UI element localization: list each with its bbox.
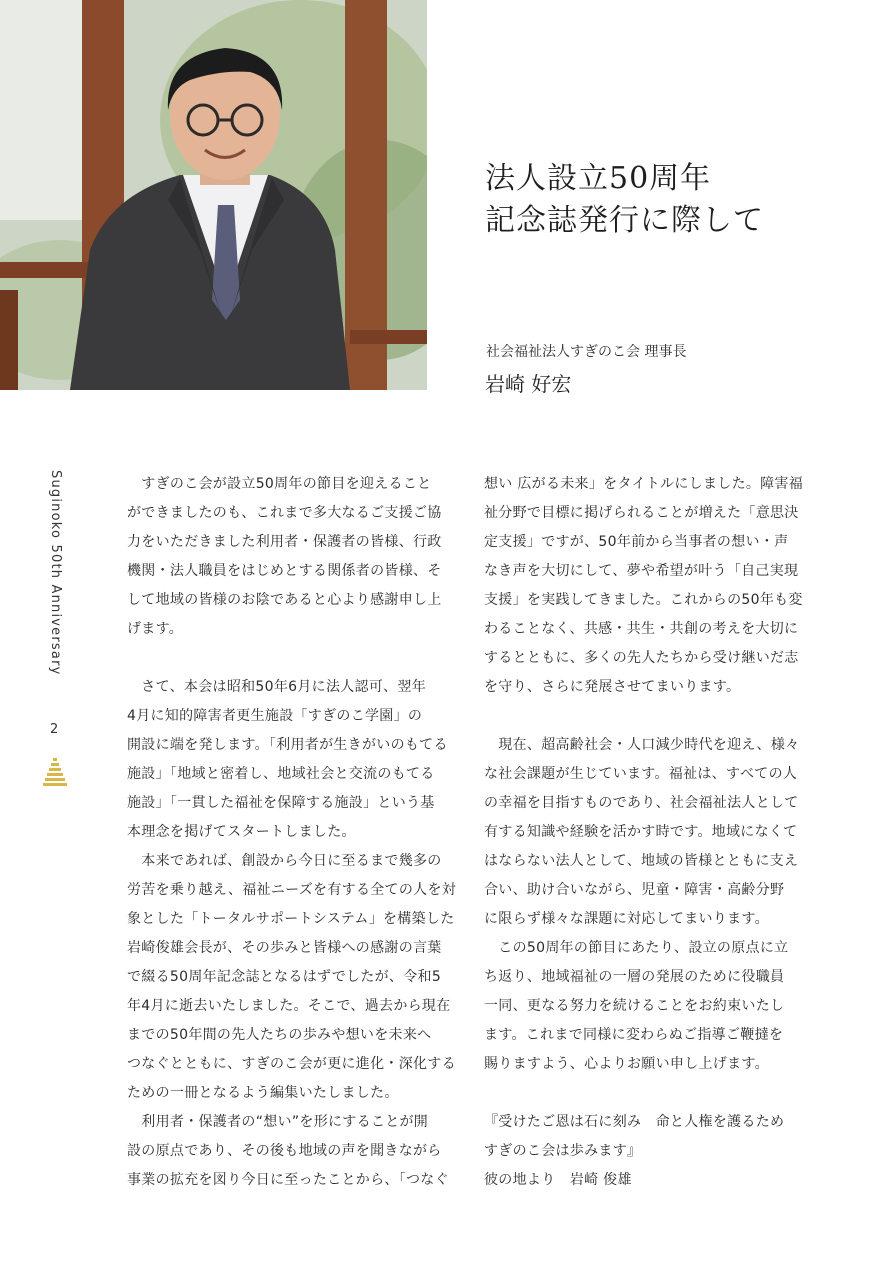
body-text-line: 賜りますよう、心よりお願い申し上げます。 xyxy=(484,1056,769,1072)
title-line-1: 法人設立50周年 xyxy=(485,161,712,196)
body-text-line: 彼の地より 岩崎 俊雄 xyxy=(484,1172,632,1188)
body-text-line: の幸福を目指すものであり、社会福祉法人として xyxy=(484,795,799,811)
paragraph-gap xyxy=(127,644,439,673)
body-text-line: 機関・法人職員をはじめとする関係者の皆様、そ xyxy=(127,563,442,579)
article-title xyxy=(485,158,764,242)
side-running-header xyxy=(45,470,65,700)
body-text-line: はならない法人として、地域の皆様とともに支え xyxy=(484,853,799,869)
body-column-right xyxy=(484,470,804,1195)
body-text-line: 象とした「トータルサポートシステム」を構築した xyxy=(127,911,455,927)
body-text-line: 4月に知的障害者更生施設「すぎのこ学園」の xyxy=(127,708,423,724)
author-name: 岩崎 好宏 xyxy=(485,372,572,396)
body-text-line: 一同、更なる努力を続けることをお約束いたし xyxy=(484,998,785,1014)
page-number: 2 xyxy=(50,722,59,737)
body-text-line: 岩崎俊雄会長が、その歩みと皆様への感謝の言葉 xyxy=(127,940,442,956)
body-text-line: 定支援」ですが、50年前から当事者の想い・声 xyxy=(484,534,789,550)
portrait-photo xyxy=(0,0,427,390)
body-text-line: 事業の拡充を図り今日に至ったことから、「つなぐ xyxy=(127,1172,449,1188)
body-text-line: で綴る50周年記念誌となるはずでしたが、令和5 xyxy=(127,969,442,985)
body-text-line: すぎのこ会は歩みます』 xyxy=(484,1143,642,1159)
body-text-line: 祉分野で目標に掲げられることが増えた「意思決 xyxy=(484,505,799,521)
body-text-line: なき声を大切にして、夢や希望が叶う「自己実現 xyxy=(484,563,799,579)
body-text-line: な社会課題が生じています。福祉は、すべての人 xyxy=(484,766,798,782)
body-text-line: つなぐとともに、すぎのこ会が更に進化・深化する xyxy=(127,1056,456,1072)
body-text-line: げます。 xyxy=(127,621,184,637)
body-text-line: 合い、助け合いながら、児童・障害・高齢分野 xyxy=(484,882,785,898)
body-text-line: 施設」「地域と密着し、地域社会と交流のもてる xyxy=(127,766,435,782)
body-text-line: までの50年間の先人たちの歩みや想いを未来へ xyxy=(127,1027,432,1043)
body-text-line: さて、本会は昭和50年6月に法人認可、翌年 xyxy=(127,679,427,695)
body-text-line: 本来であれば、創設から今日に至るまで幾多の xyxy=(127,853,442,869)
portrait-illustration xyxy=(0,0,427,390)
author-organization: 社会福祉法人すぎのこ会 理事長 xyxy=(486,344,687,360)
body-text-line: ための一冊となるよう編集いたしました。 xyxy=(127,1085,399,1101)
body-text-line: 有する知識や経験を活かす時です。地域になくて xyxy=(484,824,798,840)
body-text-line: わることなく、共感・共生・共創の考えを大切に xyxy=(484,621,799,637)
body-text-line: 施設」「一貫した福祉を保障する施設」という基 xyxy=(127,795,435,811)
body-text-line: 本理念を掲げてスタートしました。 xyxy=(127,824,356,840)
anniversary-spine-text: Suginoko 50th Anniversary xyxy=(48,470,63,676)
body-text-line: 『受けたご恩は石に刻み 命と人権を護るため xyxy=(484,1114,785,1130)
body-text-line: 労苦を乗り越え、福祉ニーズを有する全ての人を対 xyxy=(127,882,457,898)
triangle-logo-icon xyxy=(42,758,68,786)
paragraph-gap xyxy=(484,702,800,731)
paragraph-gap xyxy=(484,1079,800,1108)
body-text-line: 現在、超高齢社会・人口減少時代を迎え、様々 xyxy=(484,737,800,753)
body-column-left xyxy=(127,470,457,1195)
body-text-line: ち返り、地域福祉の一層の発展のために役職員 xyxy=(484,969,785,985)
body-text-line: するとともに、多くの先人たちから受け継いだ志 xyxy=(484,650,799,666)
body-text-line: 利用者・保護者の“想い”を形にすることが開 xyxy=(127,1114,429,1130)
body-text-line: ができましたのも、これまで多大なるご支援ご協 xyxy=(127,505,442,521)
body-text-line: を守り、さらに発展させてまいります。 xyxy=(484,679,741,695)
body-text-line: 想い 広がる未来」をタイトルにしました。障害福 xyxy=(484,476,804,492)
body-text-line: 力をいただきました利用者・保護者の皆様、行政 xyxy=(127,534,442,550)
body-text-line: 年4月に逝去いたしました。そこで、過去から現在 xyxy=(127,998,451,1014)
body-text-line: 開設に端を発します。「利用者が生きがいのもてる xyxy=(127,737,448,753)
body-text-line: 設の原点であり、その後も地域の声を聞きながら xyxy=(127,1143,442,1159)
body-text-line: 支援」を実践してきました。これからの50年も変 xyxy=(484,592,803,608)
body-text-line: ます。これまで同様に変わらぬご指導ご鞭撻を xyxy=(484,1027,784,1043)
title-line-2: 記念誌発行に際して xyxy=(485,203,764,238)
body-text-line: この50周年の節目にあたり、設立の原点に立 xyxy=(484,940,789,956)
body-text-line: すぎのこ会が設立50周年の節目を迎えること xyxy=(127,476,432,492)
body-text-line: して地域の皆様のお陰であると心より感謝申し上 xyxy=(127,592,442,608)
body-text-line: に限らず様々な課題に対応してまいります。 xyxy=(484,911,769,927)
